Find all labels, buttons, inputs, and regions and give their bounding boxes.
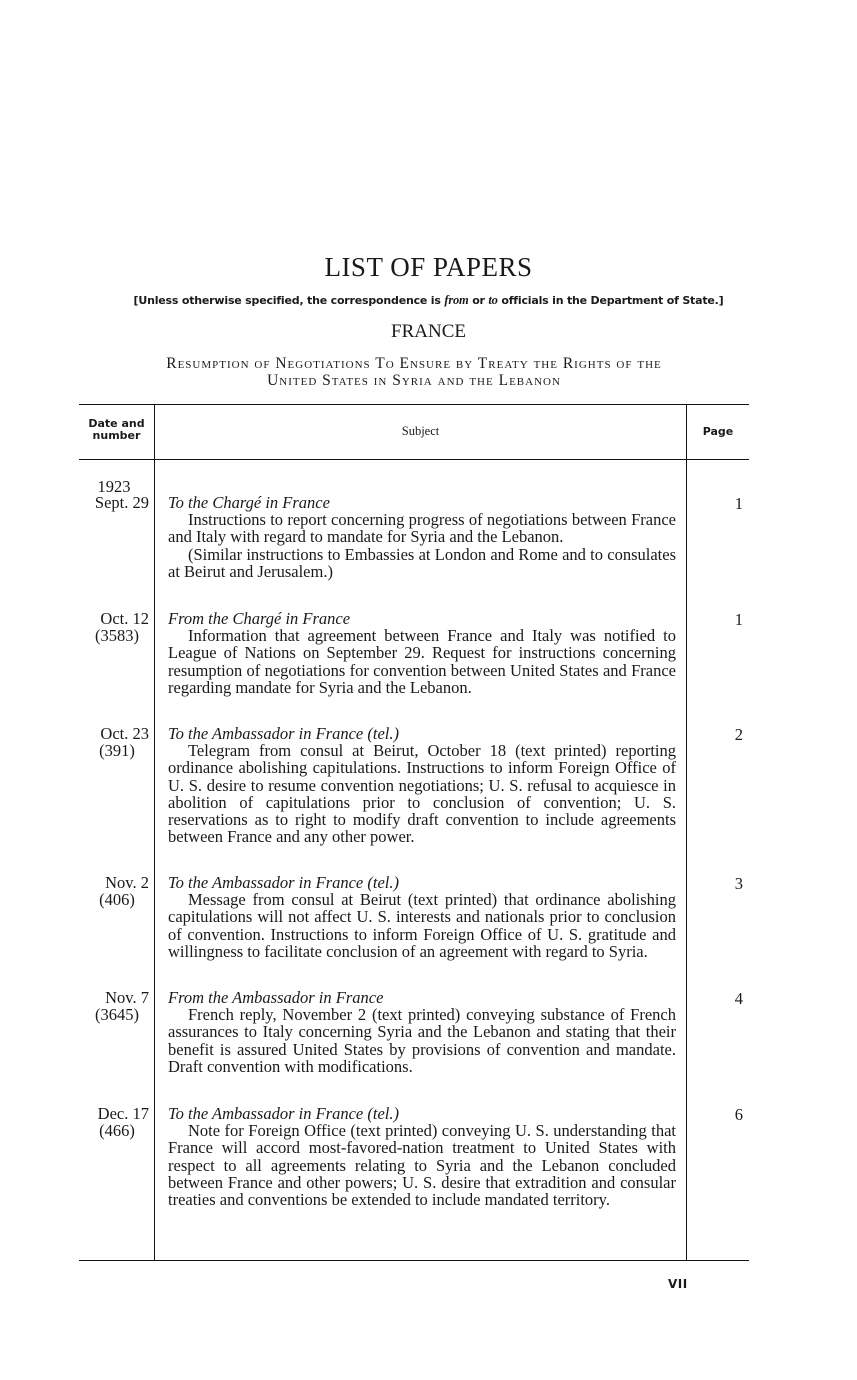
entry-number: (3583) (95, 626, 139, 645)
entry-page-cell (687, 610, 749, 630)
entry-number: (466) (99, 1121, 135, 1140)
entry-page-cell (687, 874, 749, 894)
section-heading: FRANCE (391, 321, 466, 342)
table-bottom-rule (79, 1260, 749, 1261)
entry-page-number: 2 (734, 725, 743, 744)
column-divider-page (686, 404, 687, 1260)
entry-date: Dec. 17 (97, 1104, 149, 1123)
note-or: or (468, 294, 489, 307)
entry-date-cell (79, 610, 149, 644)
entry-date-cell (79, 1105, 149, 1139)
table-header-rule (79, 459, 749, 460)
page-folio: VII (668, 1277, 688, 1291)
entry-subject-cell (168, 1105, 676, 1208)
note-to: to (488, 293, 498, 307)
entry-page-cell (687, 725, 749, 745)
entry-summary: Note for Foreign Office (text printed) conveying U. S. understanding that France will accord most-favored-nation treatment to United States with respect to all agreements relating to Syria and the Lebanon concluded between France and other powers; U. S. desire that extradition and consular treaties and conventions be extended to include mandated territory. (168, 1121, 676, 1210)
entry-title: From the Chargé in France (168, 609, 351, 628)
entry-date: Nov. 7 (105, 988, 149, 1007)
papers-table (79, 404, 749, 1262)
entry-page-cell (687, 494, 749, 514)
entry-number: (406) (99, 890, 135, 909)
entry-title: To the Ambassador in France (tel.) (168, 1104, 399, 1123)
entry-summary: French reply, November 2 (text printed) conveying substance of French assurances to Italy concerning Syria and the Lebanon and stating that their benefit is assured United States by provisions of convention and mandate. Draft convention with modifications. (168, 1005, 676, 1076)
header-date-label: Date and number (88, 417, 145, 442)
entry-title: To the Ambassador in France (tel.) (168, 724, 399, 743)
entry-date-cell (79, 494, 149, 511)
entry-number: (3645) (95, 1005, 139, 1024)
entry-title: From the Ambassador in France (168, 988, 384, 1007)
entry-date: Nov. 2 (105, 873, 149, 892)
entry-page-cell (687, 1105, 749, 1125)
note-from: from (444, 293, 469, 307)
entry-subject-cell (168, 494, 676, 580)
note-text-after: officials in the Department of State.] (497, 294, 724, 307)
entry-page-number: 1 (734, 610, 743, 629)
page-title: LIST OF PAPERS (324, 252, 533, 282)
entry-page-number: 1 (734, 494, 743, 513)
editorial-note (0, 293, 857, 308)
entry-page-cell (687, 989, 749, 1009)
note-text-before: [Unless otherwise specified, the correspondence is (133, 294, 445, 307)
entry-date-cell (79, 989, 149, 1023)
entry-date-cell (79, 725, 149, 759)
entry-date: Oct. 23 (100, 724, 149, 743)
entry-subject-cell (168, 989, 676, 1075)
entry-page-number: 3 (734, 874, 743, 893)
subsection-line-2: United States in Syria and the Lebanon (267, 372, 561, 389)
entry-page-number: 6 (734, 1105, 743, 1124)
entry-date: Sept. 29 (94, 493, 149, 512)
entry-subject-cell (168, 725, 676, 845)
entry-summary: Telegram from consul at Beirut, October 18 (text printed) reporting ordinance abolishing capitulations. Instructions to inform Foreign Office of U. S. desire to resume convention negotiations; U. S. refusal to acquiesce in abolition of capitulations prior to conclusion of convention; U. S. reservations as to right to modify draft convention to include agreements between France and any other power. (168, 741, 676, 847)
entry-summary: (Similar instructions to Embassies at London and Rome and to consulates at Beirut and Jerusalem.) (168, 544, 676, 581)
header-subject: Subject (401, 424, 440, 438)
column-divider-date (154, 404, 155, 1260)
entry-title: To the Chargé in France (168, 493, 330, 512)
subsection-heading (80, 355, 748, 389)
header-date-number (79, 418, 154, 442)
entry-page-number: 4 (734, 989, 743, 1008)
entry-date: Oct. 12 (100, 609, 149, 628)
entry-subject-cell (168, 610, 676, 696)
entry-summary: Information that agreement between France and Italy was notified to League of Nations on September 29. Request for instructions concerning resumption of negotiations for convention between United States and France regarding mandate for Syria and the Lebanon. (168, 626, 676, 697)
year-label: 1923 (97, 477, 131, 496)
subsection-line-1: Resumption of Negotiations To Ensure by Treaty the Rights of the (166, 355, 662, 372)
entry-summary: Message from consul at Beirut (text printed) that ordinance abolishing capitulations will not affect U. S. interests and nationals prior to conclusion of convention. Instructions to inform Foreign Office of U. S. gratitude and willingness to facilitate conclusion of an agreement with regard to Syria. (168, 890, 676, 961)
header-page: Page (702, 425, 734, 438)
entry-summary: Instructions to report concerning progress of negotiations between France and Italy with regard to mandate for Syria and the Lebanon. (168, 510, 676, 547)
table-top-rule (79, 404, 749, 405)
entry-number: (391) (99, 741, 135, 760)
entry-subject-cell (168, 874, 676, 960)
entry-date-cell (79, 874, 149, 908)
entry-title: To the Ambassador in France (tel.) (168, 873, 399, 892)
